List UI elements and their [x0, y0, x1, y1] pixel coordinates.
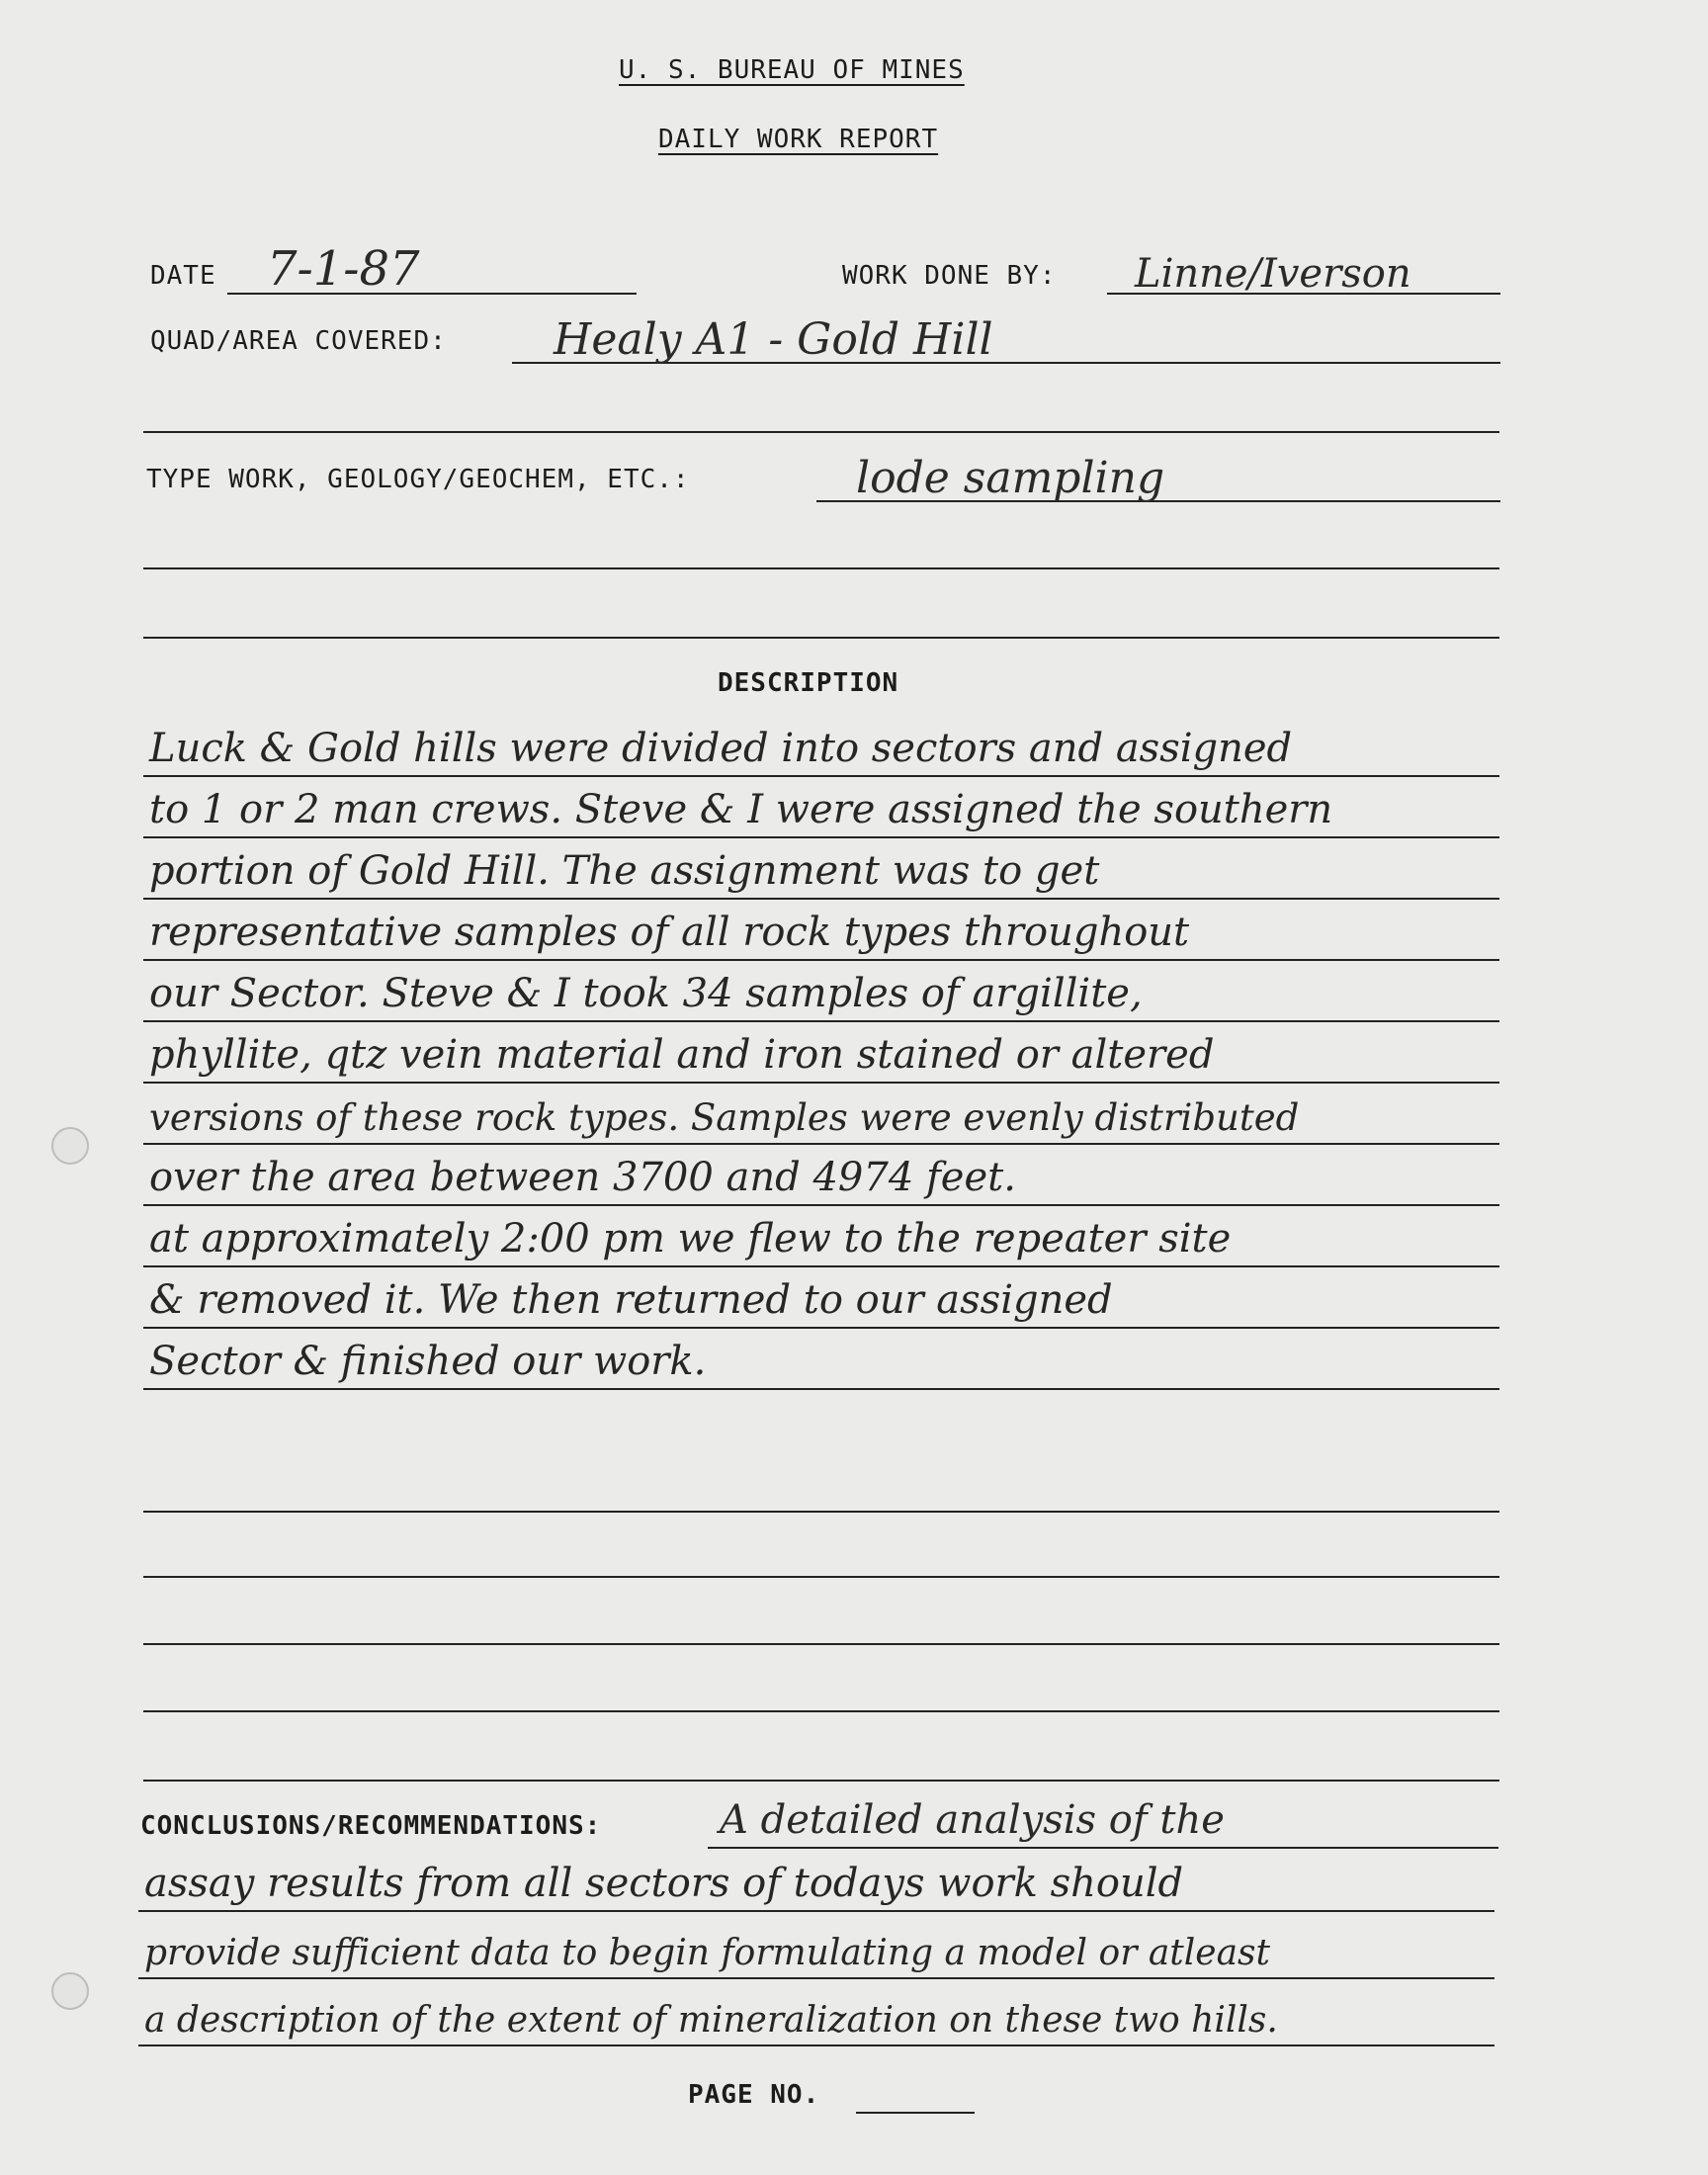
conclusions-line — [138, 1983, 1494, 2046]
type-work-value: lode sampling — [856, 453, 1165, 503]
description-text: versions of these rock types. Samples were evenly distributed — [149, 1096, 1300, 1139]
description-line — [143, 775, 1499, 838]
description-text: portion of Gold Hill. The assignment was to get — [149, 848, 1100, 894]
agency-title: U. S. BUREAU OF MINES — [619, 55, 965, 85]
blank-line — [143, 1710, 1499, 1712]
description-text: over the area between 3700 and 4974 feet. — [149, 1155, 1016, 1200]
blank-line — [143, 1780, 1499, 1782]
page-number-field — [856, 2112, 975, 2114]
description-line — [143, 898, 1499, 961]
blank-line — [143, 1643, 1499, 1645]
description-heading: DESCRIPTION — [718, 668, 899, 698]
description-text: & removed it. We then returned to our assigned — [149, 1277, 1113, 1323]
page-number-label: PAGE NO. — [688, 2080, 820, 2110]
description-text: Luck & Gold hills were divided into sectors and assigned — [149, 726, 1293, 771]
description-line — [143, 1265, 1499, 1329]
conclusions-line — [138, 1849, 1494, 1912]
description-line — [143, 1143, 1499, 1206]
quad-area-label: QUAD/AREA COVERED: — [150, 326, 447, 356]
form-title: DAILY WORK REPORT — [658, 125, 939, 154]
conclusions-text: A detailed analysis of the — [720, 1797, 1225, 1843]
date-value: 7-1-87 — [267, 241, 420, 297]
description-text: our Sector. Steve & I took 34 samples of argillite, — [149, 971, 1143, 1016]
description-text: phyllite, qtz vein material and iron stained or altered — [149, 1032, 1215, 1078]
blank-line — [143, 1576, 1499, 1578]
conclusions-label: CONCLUSIONS/RECOMMENDATIONS: — [140, 1811, 602, 1841]
blank-line — [143, 1511, 1499, 1513]
blank-line — [143, 637, 1499, 639]
work-done-by-value: Linne/Iverson — [1135, 251, 1411, 297]
description-text: to 1 or 2 man crews. Steve & I were assigned the southern — [149, 787, 1333, 832]
quad-area-value: Healy A1 - Gold Hill — [554, 314, 993, 365]
description-text: Sector & finished our work. — [149, 1339, 707, 1384]
conclusions-line — [138, 1916, 1494, 1979]
conclusions-text: a description of the extent of mineralization on these two hills. — [144, 2000, 1278, 2041]
punch-hole — [51, 1972, 89, 2010]
conclusions-text: assay results from all sectors of todays work should — [144, 1861, 1184, 1906]
description-text: representative samples of all rock types throughout — [149, 910, 1190, 955]
description-line — [143, 836, 1499, 900]
punch-hole — [51, 1127, 89, 1165]
description-line — [143, 1204, 1499, 1267]
type-work-label: TYPE WORK, GEOLOGY/GEOCHEM, ETC.: — [146, 465, 690, 494]
description-line — [143, 1082, 1499, 1145]
description-line — [143, 1020, 1499, 1084]
description-line — [143, 714, 1499, 777]
blank-line — [143, 431, 1499, 433]
description-line — [143, 959, 1499, 1022]
blank-line — [143, 567, 1499, 569]
date-label: DATE — [150, 261, 216, 291]
work-done-by-label: WORK DONE BY: — [842, 261, 1057, 291]
description-text: at approximately 2:00 pm we flew to the repeater site — [149, 1216, 1232, 1262]
conclusions-text: provide sufficient data to begin formulating a model or atleast — [144, 1933, 1270, 1973]
description-line — [143, 1327, 1499, 1390]
